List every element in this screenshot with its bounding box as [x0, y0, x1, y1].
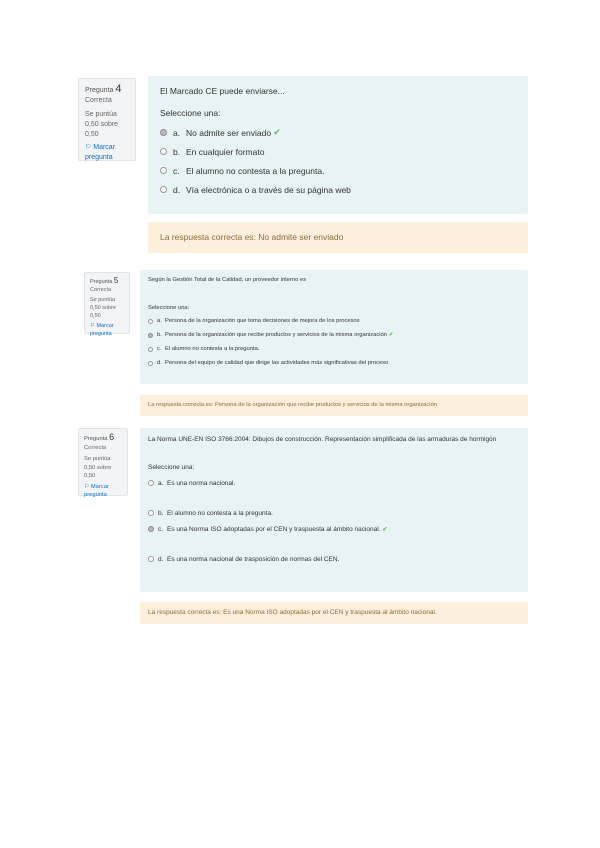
answer-option-d[interactable]: d. Vía electrónica o a través de su página web [160, 180, 516, 199]
flag-icon: ⚐ [90, 323, 95, 329]
answer-option-a[interactable]: a. No admite ser enviado ✔ [160, 123, 516, 142]
radio-button[interactable] [148, 347, 153, 352]
answer-text: Es una norma nacional de trasposición de normas del CEN. [167, 555, 340, 563]
radio-button[interactable] [148, 480, 154, 486]
correct-answer-feedback: La respuesta correcta es: No admite ser enviado [148, 222, 528, 253]
flag-question-link[interactable]: ⚐ Marcar pregunta [84, 483, 109, 498]
answer-text: No admite ser enviado [186, 127, 272, 138]
question-content [148, 76, 528, 214]
answer-option-c[interactable]: c. Es una Norma ISO adoptadas por el CEN y traspuesta al ámbito nacional. ✔ [148, 521, 520, 537]
correct-answer-feedback: La respuesta correcta es: Persona de la organización que recibe productos y servicios de la misma organización [140, 395, 528, 416]
answer-option-a[interactable]: a. Persona de la organización que toma decisiones de mejora de los procesos [148, 314, 520, 328]
radio-button[interactable] [148, 319, 153, 324]
flag-question-link[interactable]: ⚐ Marcar pregunta [90, 323, 114, 337]
answer-option-d[interactable]: d. Es una norma nacional de trasposición de normas del CEN. [148, 551, 520, 567]
correct-check-icon: ✔ [387, 332, 394, 338]
answer-option-d[interactable]: d. Persona del equipo de calidad que dirige las actividades más significativas del proceso [148, 356, 520, 370]
flag-question-link[interactable]: ⚐ Marcar pregunta [85, 144, 116, 161]
flag-icon: ⚐ [84, 483, 90, 490]
question-grade: Se puntúa 0,50 sobre 0,50 [85, 111, 119, 138]
select-label: Seleccione una: [160, 108, 221, 118]
radio-button[interactable] [160, 129, 167, 136]
radio-button[interactable] [160, 186, 167, 193]
question-state: Correcta [84, 444, 107, 451]
answer-option-c[interactable]: c. El alumno no contesta a la pregunta. [160, 161, 516, 180]
answer-text: El alumno no contesta a la pregunta. [165, 346, 260, 352]
answer-option-c[interactable]: c. El alumno no contesta a la pregunta. [148, 342, 520, 356]
select-label: Seleccione una: [148, 464, 195, 471]
radio-button[interactable] [148, 333, 153, 338]
answer-text: Persona de la organización que toma decisiones de mejora de los procesos [165, 318, 360, 324]
question-content [140, 428, 528, 592]
answer-text: El alumno no contesta a la pregunta. [186, 165, 325, 176]
question-number: Pregunta 5 [90, 276, 119, 285]
correct-check-icon: ✔ [380, 526, 388, 533]
question-grade: Se puntúa 0,50 sobre 0,50 [84, 456, 112, 479]
question-state: Correcta [85, 97, 112, 104]
radio-button[interactable] [160, 148, 167, 155]
radio-button[interactable] [160, 167, 167, 174]
answer-text: Persona del equipo de calidad que dirige las actividades más significativas del proceso [165, 360, 389, 366]
radio-button[interactable] [148, 361, 153, 366]
question-prompt: Según la Gestión Total de la Calidad, un proveedor interno es [148, 277, 307, 283]
question-grade: Se puntúa 0,50 sobre 0,50 [90, 297, 116, 319]
question-info [78, 428, 128, 496]
question-number: Pregunta 6 [84, 432, 115, 442]
answer-text: Persona de la organización que recibe productos y servicios de la misma organización [165, 332, 388, 338]
question-info [78, 78, 136, 161]
question-state: Correcta [90, 287, 112, 293]
correct-answer-feedback: La respuesta correcta es: Es una Norma ISO adoptadas por el CEN y traspuesta al ámbito nacional. [140, 602, 528, 624]
answer-text: El alumno no contesta a la pregunta. [167, 509, 273, 517]
answer-option-b[interactable]: b. En cualquier formato [160, 142, 516, 161]
question-prompt: La Norma UNE-EN ISO 3766:2004: Dibujos de construcción. Representación simplificada de las armaduras de hormigón [148, 436, 497, 443]
answer-text: Es una Norma ISO adoptadas por el CEN y traspuesta al ámbito nacional. [167, 525, 381, 533]
answer-option-b[interactable]: b. Persona de la organización que recibe productos y servicios de la misma organización ✔ [148, 328, 520, 342]
answer-text: En cualquier formato [186, 146, 265, 157]
answer-option-b[interactable]: b. El alumno no contesta a la pregunta. [148, 505, 520, 521]
question-content [140, 270, 528, 384]
answer-text: Es una norma nacional. [167, 479, 236, 487]
flag-icon: ⚐ [85, 144, 92, 151]
answer-text: Vía electrónica o a través de su página web [186, 184, 351, 195]
question-info [84, 272, 130, 337]
question-number: Pregunta 4 [85, 83, 122, 95]
radio-button[interactable] [148, 526, 154, 532]
correct-check-icon: ✔ [271, 127, 281, 137]
radio-button[interactable] [148, 510, 154, 516]
select-label: Seleccione una: [148, 305, 190, 311]
radio-button[interactable] [148, 556, 154, 562]
question-prompt: El Marcado CE puede enviarse... [160, 86, 285, 96]
answer-option-a[interactable]: a. Es una norma nacional. [148, 475, 520, 491]
